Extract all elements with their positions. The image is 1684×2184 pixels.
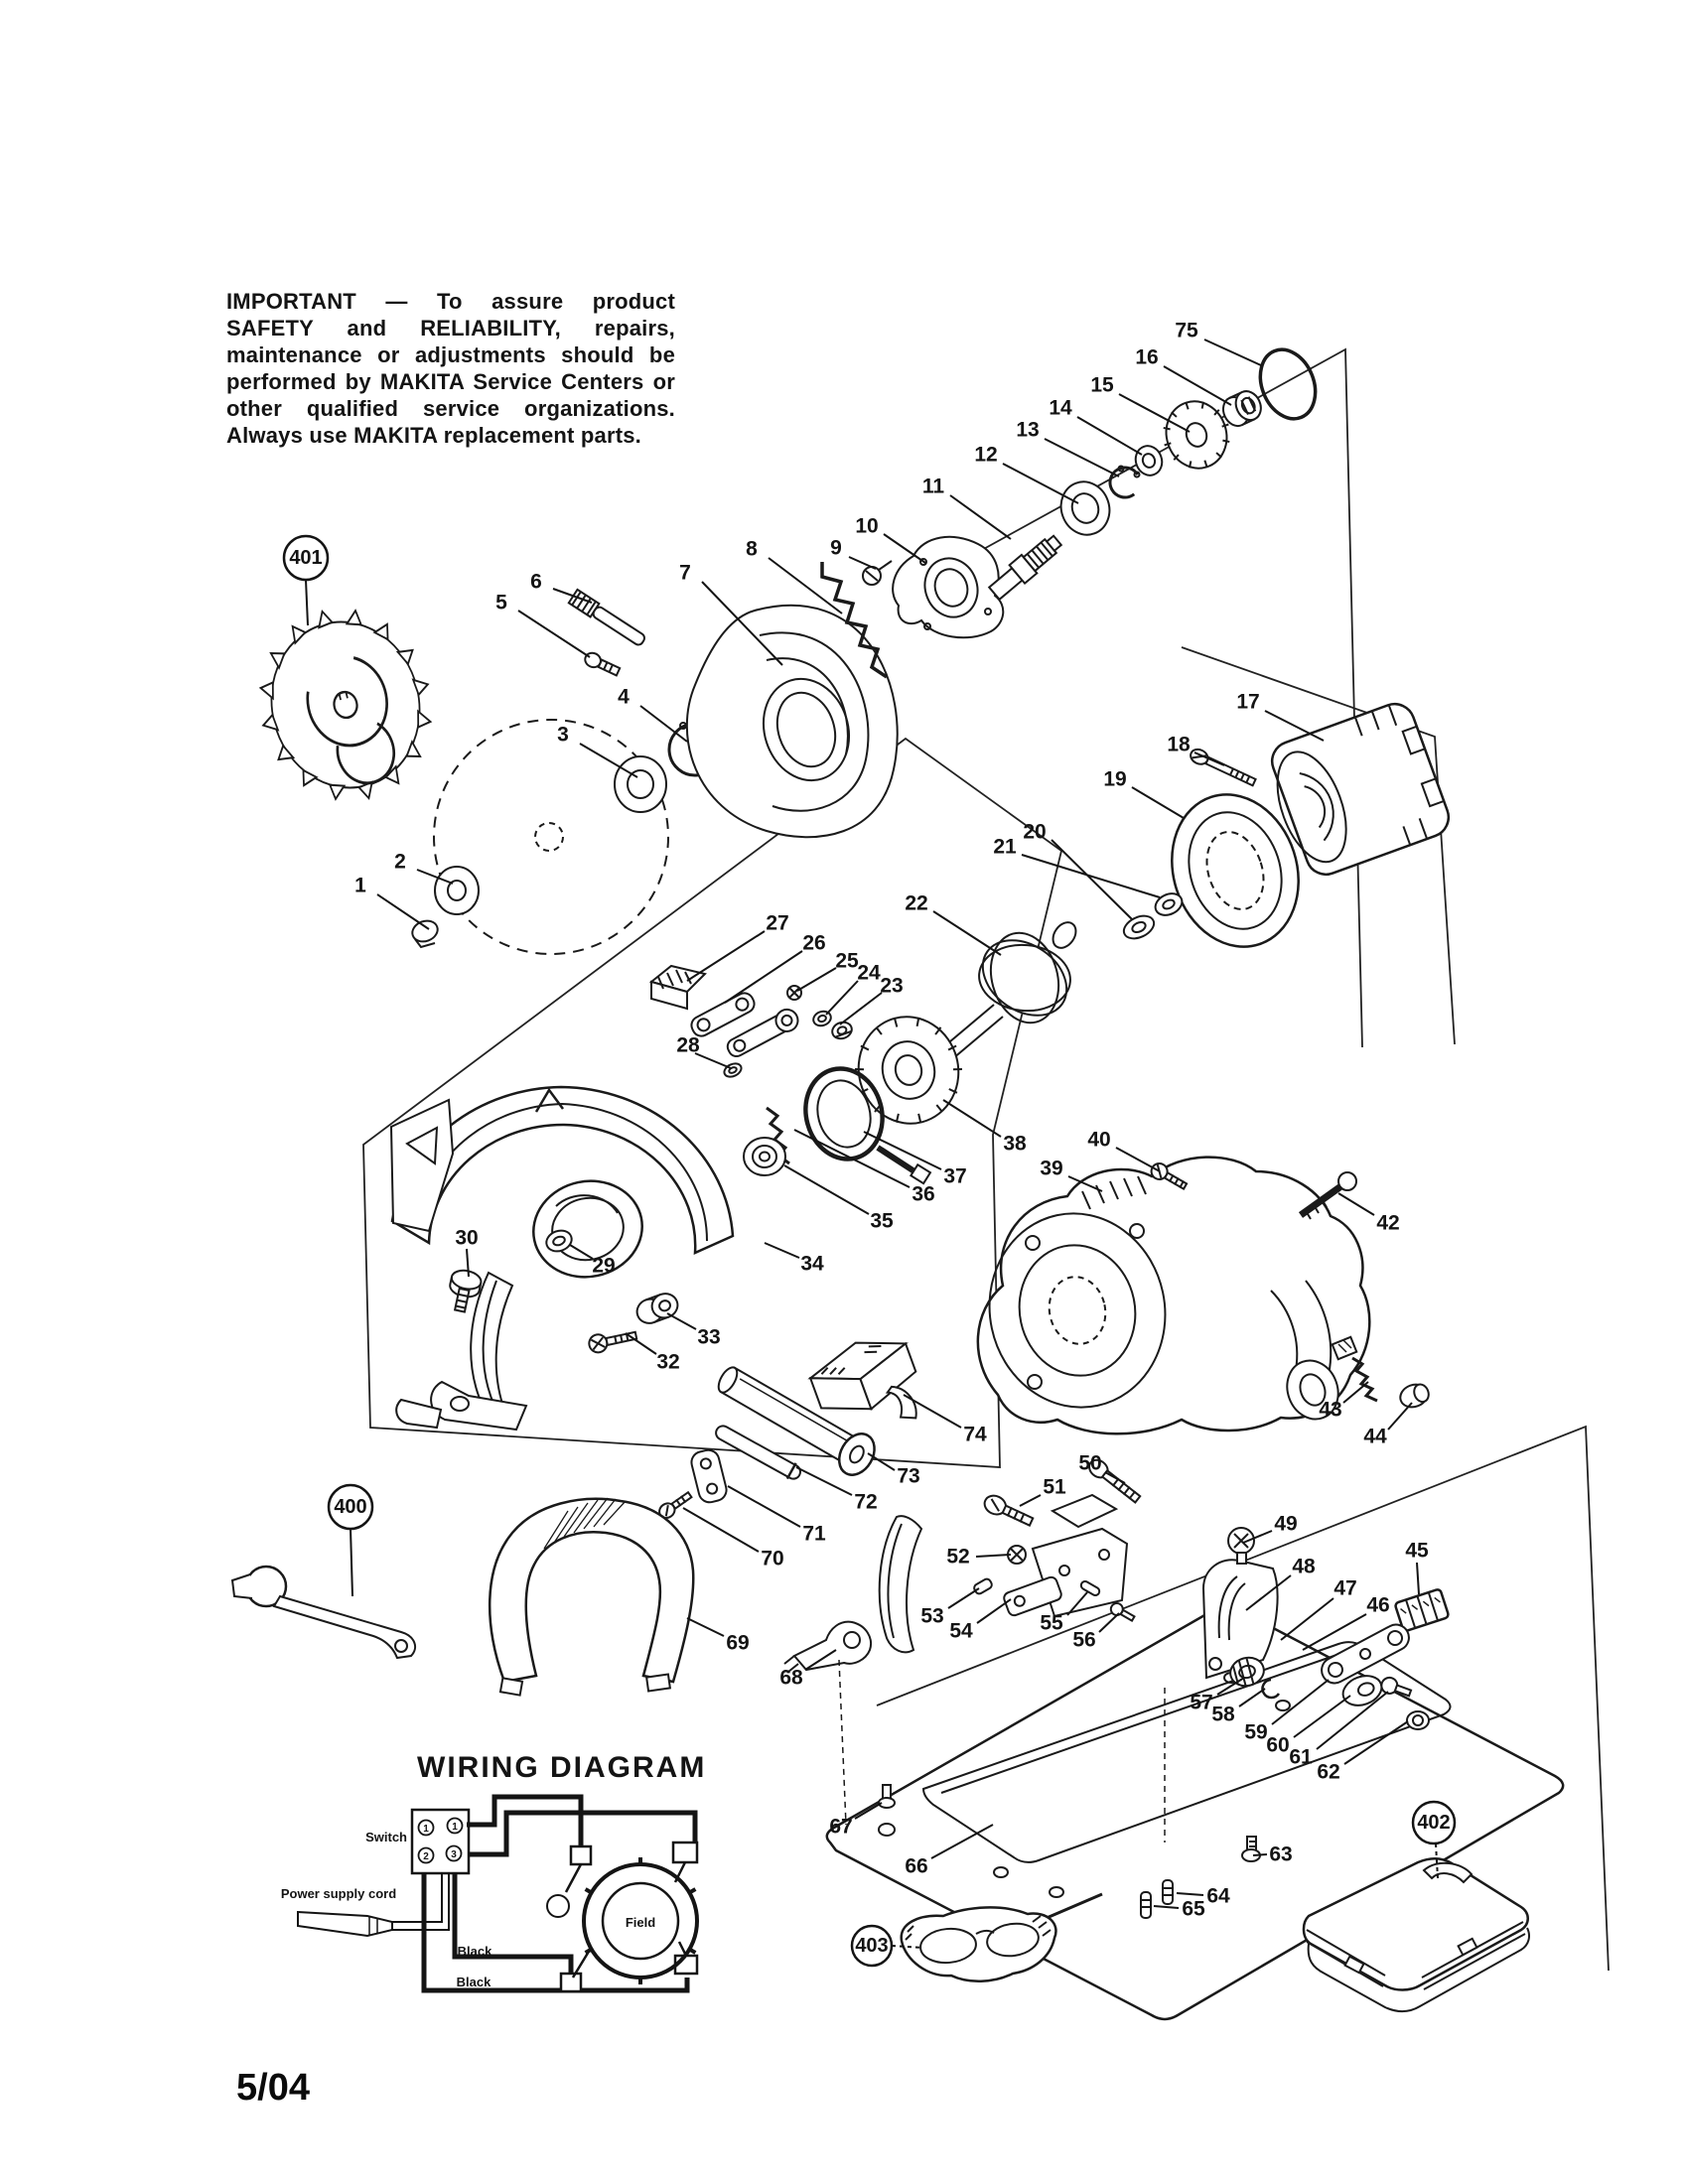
part-number-label: 48 (1292, 1555, 1316, 1578)
motor-housing (972, 1158, 1370, 1434)
leader-line (840, 993, 882, 1024)
important-notice: IMPORTANT — To assure product SAFETY and RELIABILITY, repairs, maintenance or adjustments should be performed by MAKITA Service Centers or other qualified service organizations. Always use MAKITA replacement parts. (226, 289, 675, 448)
terminal-block (1395, 1588, 1450, 1631)
date-code: 5/04 (236, 2067, 310, 2109)
leader-line (1164, 366, 1231, 405)
brush-cap (1397, 1381, 1432, 1412)
part-number-label: 53 (920, 1604, 944, 1628)
leader-line (687, 931, 765, 981)
wire-label-black-1: Black (457, 1944, 492, 1959)
field-label: Field (625, 1915, 656, 1930)
part-number-label: 25 (835, 949, 859, 973)
part-number-label: 20 (1023, 820, 1047, 844)
saw-blade (240, 591, 452, 819)
leader-line (950, 495, 1011, 539)
part-number-label: 60 (1266, 1733, 1290, 1757)
leader-line (377, 894, 429, 929)
ref-stem-line (351, 1529, 352, 1596)
part-number-label: 9 (830, 536, 842, 560)
leader-line (1116, 1148, 1160, 1171)
part-number-label: 1 (354, 874, 366, 897)
part-number-label: 11 (921, 475, 945, 498)
blade-guard (391, 1087, 733, 1287)
wiring-diagram (281, 1751, 706, 1991)
part-number-label: 8 (746, 537, 758, 561)
leader-line (626, 1333, 656, 1354)
part-number-label: 66 (905, 1854, 928, 1878)
safety-goggles (902, 1907, 1056, 1980)
leader-line (1132, 787, 1184, 818)
part-number-label: 32 (656, 1350, 680, 1374)
part-number-label: 55 (1040, 1611, 1063, 1635)
long-screw (1189, 747, 1257, 788)
part-number-label: 4 (618, 685, 630, 709)
part-number-label: 26 (802, 931, 826, 955)
part-number-label: 12 (974, 443, 998, 467)
part-number-label: 13 (1016, 418, 1040, 442)
leader-line (1253, 1854, 1267, 1855)
flat-washer (722, 1061, 743, 1079)
part-number-label: 68 (779, 1666, 803, 1690)
blade-outline-dashed (434, 720, 668, 954)
ref-circle-label: 401 (289, 547, 323, 569)
adjust-lever (784, 1622, 871, 1672)
leader-line (1388, 1403, 1412, 1430)
part-number-label: 65 (1182, 1897, 1205, 1921)
hex-bolt (409, 917, 440, 947)
terminal-1: 1 (423, 1824, 429, 1835)
part-number-label: 35 (870, 1209, 894, 1233)
brush-holder-block (651, 966, 705, 1009)
part-number-label: 14 (1049, 396, 1072, 420)
part-number-label: 70 (761, 1547, 784, 1570)
leader-line (1265, 711, 1324, 741)
part-number-label: 69 (726, 1631, 750, 1655)
pin (1163, 1880, 1173, 1904)
part-number-label: 16 (1135, 345, 1159, 369)
part-number-label: 75 (1175, 319, 1198, 342)
leader-line (948, 1588, 979, 1608)
terminal-3: 2 (423, 1851, 429, 1862)
part-number-label: 5 (495, 591, 507, 614)
screw (588, 1326, 638, 1354)
part-number-label: 67 (829, 1815, 853, 1839)
part-number-label: 43 (1319, 1398, 1342, 1422)
part-number-label: 52 (946, 1545, 970, 1569)
screw (583, 650, 622, 678)
o-ring (1250, 341, 1325, 427)
pin (973, 1577, 994, 1595)
part-number-label: 40 (1087, 1128, 1111, 1152)
part-number-label: 71 (802, 1522, 826, 1546)
part-number-label: 49 (1274, 1512, 1298, 1536)
flat-washer (1120, 911, 1157, 943)
part-number-label: 62 (1317, 1760, 1340, 1784)
part-number-label: 47 (1333, 1576, 1357, 1600)
part-number-label: 72 (854, 1490, 878, 1514)
part-number-label: 56 (1072, 1628, 1096, 1652)
leader-line (1281, 1598, 1333, 1640)
screw (787, 986, 801, 1000)
ball-bearing (744, 1138, 785, 1175)
clamp-plate (689, 1447, 729, 1504)
part-number-label: 22 (905, 891, 928, 915)
part-number-label: 10 (855, 514, 879, 538)
part-number-label: 15 (1090, 373, 1114, 397)
hex-nut (1407, 1711, 1429, 1729)
part-number-label: 21 (993, 835, 1017, 859)
part-number-label: 42 (1376, 1211, 1400, 1235)
wiring-title: WIRING DIAGRAM (417, 1751, 707, 1784)
leader-line (1052, 840, 1132, 919)
leader-line (683, 1508, 759, 1552)
guide-roller (633, 1291, 681, 1327)
part-number-label: 46 (1366, 1593, 1390, 1617)
terminal-4: 3 (451, 1849, 457, 1860)
leader-line (784, 1165, 869, 1214)
ball-bearing (1053, 475, 1117, 541)
leader-line (797, 968, 836, 991)
ref-stem-line (306, 580, 308, 625)
part-number-label: 30 (455, 1226, 479, 1250)
part-number-label: 63 (1269, 1843, 1293, 1866)
part-number-label: 19 (1103, 767, 1127, 791)
rear-handle (490, 1498, 693, 1696)
part-number-label: 24 (857, 961, 881, 985)
leader-line (1204, 340, 1261, 365)
wire-label-black-2: Black (456, 1975, 491, 1989)
leader-line (943, 1100, 1001, 1137)
part-number-label: 74 (963, 1423, 987, 1446)
part-number-label: 73 (897, 1464, 920, 1488)
guard-lever (880, 1516, 921, 1652)
part-number-label: 51 (1043, 1475, 1066, 1499)
part-number-label: 44 (1363, 1425, 1387, 1448)
part-number-label: 61 (1289, 1745, 1313, 1769)
leader-line (977, 1599, 1011, 1623)
leader-line (933, 911, 1001, 955)
part-number-label: 7 (679, 561, 691, 585)
leader-line (976, 1555, 1011, 1557)
part-number-label: 29 (592, 1254, 616, 1278)
leader-line (667, 1313, 696, 1329)
leader-line (518, 611, 590, 657)
part-number-label: 45 (1405, 1539, 1429, 1563)
terminal-2: 1 (452, 1822, 458, 1833)
leader-line (728, 1486, 800, 1527)
leader-line (1338, 1193, 1374, 1215)
leader-line (826, 981, 858, 1015)
cord-label: Power supply cord (280, 1886, 397, 1901)
ref-circle-label: 400 (334, 1496, 367, 1518)
ref-circle-label: 403 (855, 1935, 889, 1957)
leader-line (765, 1243, 799, 1258)
part-number-label: 2 (394, 850, 406, 874)
leader-line (1077, 417, 1142, 455)
part-number-label: 38 (1003, 1132, 1027, 1156)
part-number-label: 64 (1206, 1884, 1230, 1908)
part-number-label: 33 (697, 1325, 721, 1349)
part-number-label: 27 (766, 911, 789, 935)
part-number-label: 3 (557, 723, 569, 747)
part-number-label: 37 (943, 1164, 967, 1188)
pin (1141, 1892, 1151, 1918)
leader-line (1045, 439, 1119, 477)
needle-bearing (1218, 387, 1265, 430)
part-number-label: 58 (1211, 1703, 1235, 1726)
part-number-label: 18 (1167, 733, 1191, 756)
part-number-label: 17 (1236, 690, 1260, 714)
part-number-label: 6 (530, 570, 542, 594)
wrench (232, 1567, 415, 1658)
switch-label: Switch (365, 1830, 407, 1844)
ref-circle-label: 402 (1417, 1812, 1451, 1834)
leader-line (849, 557, 876, 569)
part-number-label: 28 (676, 1033, 700, 1057)
safety-cover (687, 606, 898, 837)
bolt (982, 1492, 1036, 1530)
part-number-label: 54 (949, 1619, 973, 1643)
ball-bearing (615, 756, 666, 812)
part-number-label: 39 (1040, 1157, 1063, 1180)
spindle-shaft (987, 531, 1065, 603)
leader-line (1020, 1495, 1041, 1506)
leader-line (687, 1618, 724, 1636)
part-number-label: 23 (880, 974, 904, 998)
part-number-label: 59 (1244, 1720, 1268, 1744)
leader-line (695, 1053, 731, 1068)
leader-line (1003, 464, 1078, 503)
part-number-label: 50 (1078, 1451, 1102, 1475)
outer-flange (435, 867, 479, 914)
part-number-label: 34 (800, 1252, 824, 1276)
leader-line (1022, 855, 1160, 897)
leader-line (1417, 1563, 1419, 1594)
part-number-label: 57 (1190, 1691, 1213, 1714)
part-number-label: 36 (912, 1182, 935, 1206)
